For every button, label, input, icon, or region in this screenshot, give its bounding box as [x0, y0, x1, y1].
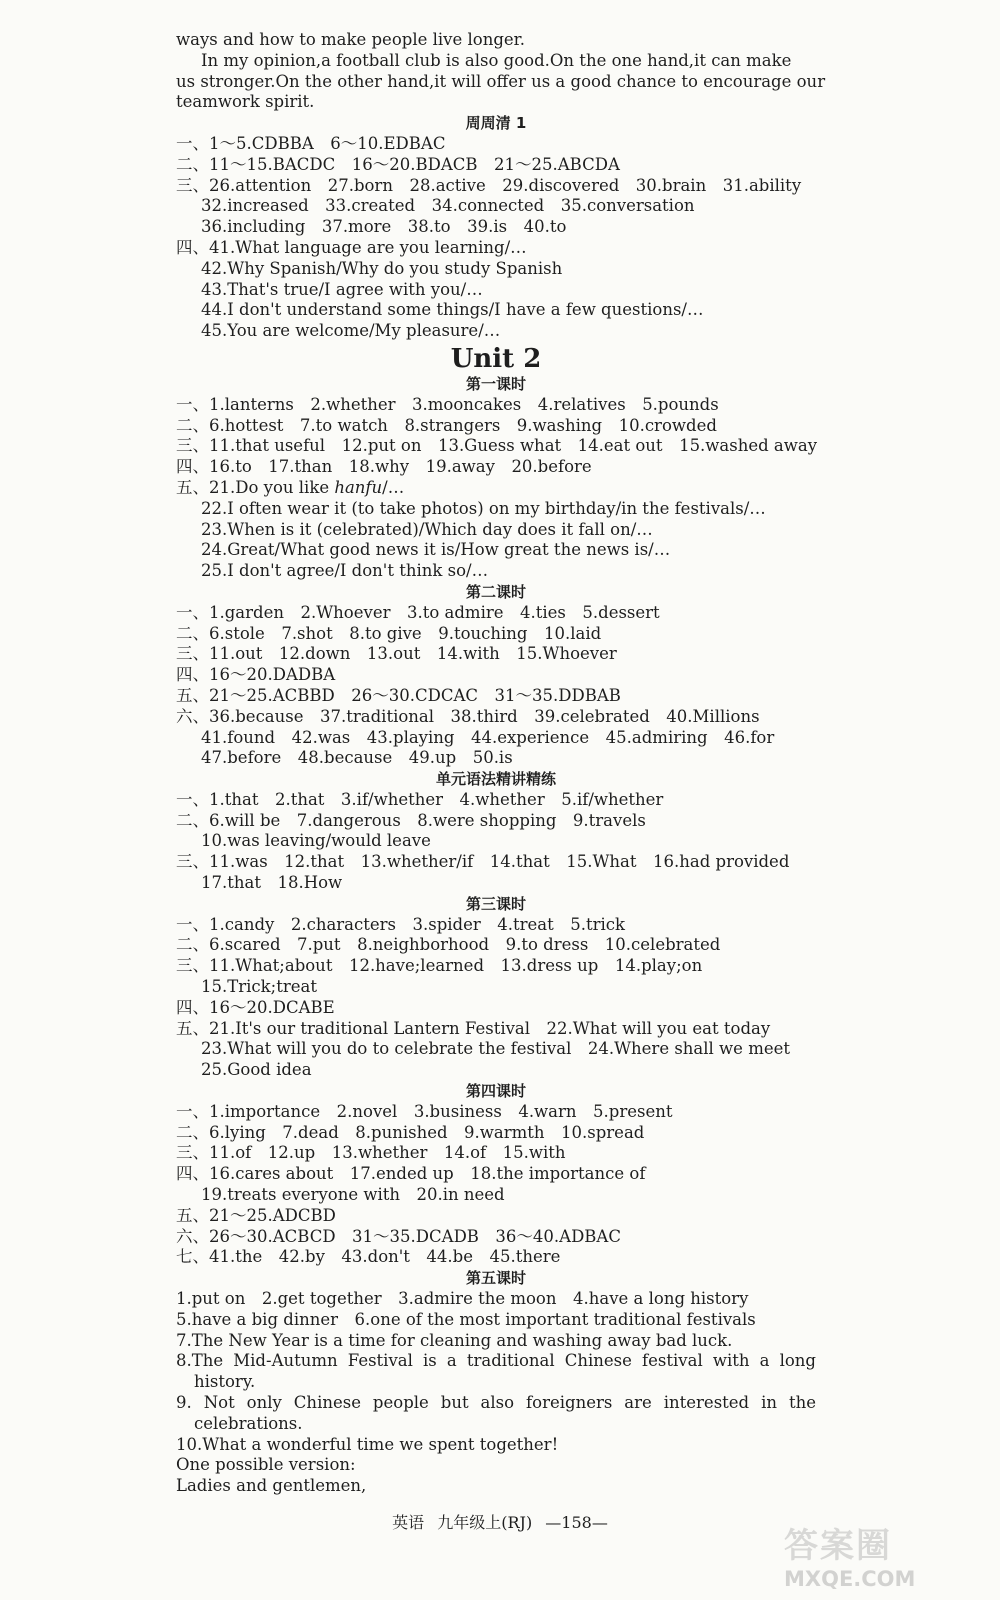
answer-line: 三、11.that useful 12.put on 13.Guess what 14.eat out 15.washed away	[176, 436, 818, 456]
answer-line: us stronger.On the other hand,it will offer us a good chance to encourage our	[176, 71, 826, 91]
answer-line: 二、6.stole 7.shot 8.to give 9.touching 10.laid	[176, 623, 602, 643]
answer-line: 10.was leaving/would leave	[201, 831, 431, 851]
answer-line: ways and how to make people live longer.	[176, 30, 525, 49]
lesson3-answers	[176, 915, 816, 1081]
answer-line: 1.put on 2.get together 3.admire the moon 4.have a long history	[176, 1289, 749, 1309]
answer-line: 六、36.because 37.traditional 38.third 39.celebrated 40.Millions	[176, 706, 760, 726]
answer-line: 19.treats everyone with 20.in need	[201, 1185, 505, 1205]
grammar-title: 单元语法精讲精练	[435, 770, 556, 789]
grammar-answers	[176, 790, 816, 894]
answer-line: 25.I don't agree/I don't think so/…	[201, 561, 489, 581]
answer-line: 四、16～20.DCABE	[176, 997, 335, 1017]
lesson1-answers-continued	[176, 499, 816, 582]
footer-subject: 英语	[392, 1513, 425, 1532]
answer-line: 四、41.What language are you learning/…	[176, 237, 527, 257]
answer-line: 22.I often wear it (to take photos) on my birthday/in the festivals/…	[201, 498, 766, 518]
answer-line: 24.Great/What good news it is/How great the news is/…	[201, 540, 671, 560]
answer-line: 四、16～20.DADBA	[176, 665, 336, 685]
answer-line: 二、6.hottest 7.to watch 8.strangers 9.washing 10.crowded	[176, 415, 717, 435]
answer-line: 三、11.What;about 12.have;learned 13.dress up 14.play;on	[176, 956, 703, 976]
answer-line: 45.You are welcome/My pleasure/…	[201, 321, 501, 341]
answer-line: 一、1.importance 2.novel 3.business 4.warn 5.present	[176, 1101, 673, 1121]
answer-line: 一、1.that 2.that 3.if/whether 4.whether 5.if/whether	[176, 789, 664, 809]
q21-suffix: /…	[382, 477, 405, 497]
answer-line: 42.Why Spanish/Why do you study Spanish	[201, 258, 563, 278]
watermark-logo	[784, 1518, 974, 1590]
answer-line: 五、21.It's our traditional Lantern Festival 22.What will you eat today	[176, 1018, 771, 1038]
answer-line: 8.The Mid-Autumn Festival is a traditional Chinese festival with a long history.	[176, 1351, 816, 1392]
answer-line: 五、21～25.ADCBD	[176, 1205, 336, 1225]
answer-line-21	[176, 478, 816, 499]
q21-italic: hanfu	[334, 477, 383, 497]
answer-line: 二、11～15.BACDC 16～20.BDACB 21～25.ABCDA	[176, 154, 620, 174]
answer-line: 三、11.was 12.that 13.whether/if 14.that 15.What 16.had provided	[176, 852, 790, 872]
weekly-test-title: 周周清 1	[465, 114, 527, 133]
answer-line: 六、26～30.ACBCD 31～35.DCADB 36～40.ADBAC	[176, 1226, 621, 1246]
answer-page	[176, 30, 826, 1497]
lesson5-answers	[176, 1289, 816, 1497]
answer-line: 44.I don't understand some things/I have a few questions/…	[201, 300, 704, 320]
answer-line: 32.increased 33.created 34.connected 35.conversation	[201, 196, 695, 216]
answer-line: 三、11.of 12.up 13.whether 14.of 15.with	[176, 1143, 566, 1163]
intro-section	[176, 30, 826, 113]
answer-line: One possible version:	[176, 1455, 356, 1475]
lesson4-answers	[176, 1102, 816, 1268]
answer-line: 47.before 48.because 49.up 50.is	[201, 748, 513, 768]
answer-line: 一、1.lanterns 2.whether 3.mooncakes 4.relatives 5.pounds	[176, 394, 719, 414]
answer-line: 7.The New Year is a time for cleaning and washing away bad luck.	[176, 1330, 733, 1350]
answer-line: 五、21～25.ACBBD 26～30.CDCAC 31～35.DDBAB	[176, 685, 621, 705]
answer-line: 一、1～5.CDBBA 6～10.EDBAC	[176, 133, 446, 153]
lesson1-title: 第一课时	[465, 374, 526, 393]
answer-line: 41.found 42.was 43.playing 44.experience 45.admiring 46.for	[201, 727, 775, 747]
answer-line: 四、16.cares about 17.ended up 18.the importance of	[176, 1164, 646, 1184]
watermark-top: 答案圈	[784, 1526, 892, 1566]
answer-line: 17.that 18.How	[201, 873, 343, 893]
lesson5-title: 第五课时	[465, 1269, 526, 1288]
q21-prefix: 五、21.Do you like	[176, 477, 335, 497]
answer-line: 23.When is it (celebrated)/Which day does it fall on/…	[201, 519, 653, 539]
answer-line: 二、6.scared 7.put 8.neighborhood 9.to dress 10.celebrated	[176, 935, 721, 955]
watermark-bottom: MXQE.COM	[784, 1567, 916, 1591]
answer-line: 10.What a wonderful time we spent together!	[176, 1434, 559, 1454]
lesson1-answers	[176, 395, 816, 478]
answer-line: 43.That's true/I agree with you/…	[201, 279, 483, 299]
answer-line: Ladies and gentlemen,	[176, 1476, 367, 1496]
answer-line: 一、1.garden 2.Whoever 3.to admire 4.ties 5.dessert	[176, 602, 660, 622]
lesson2-answers	[176, 603, 816, 769]
answer-line: 23.What will you do to celebrate the festival 24.Where shall we meet	[201, 1039, 790, 1059]
footer-grade: 九年级上(RJ)	[437, 1513, 533, 1532]
unit-title: Unit 2	[450, 343, 542, 374]
answer-line: 一、1.candy 2.characters 3.spider 4.treat 5.trick	[176, 914, 626, 934]
answer-line: 25.Good idea	[201, 1060, 312, 1080]
answer-line: In my opinion,a football club is also good.On the one hand,it can make	[201, 50, 792, 70]
lesson2-title: 第二课时	[465, 582, 526, 601]
answer-line: 四、16.to 17.than 18.why 19.away 20.before	[176, 457, 592, 477]
answer-line: 二、6.lying 7.dead 8.punished 9.warmth 10.spread	[176, 1122, 645, 1142]
answer-line: teamwork spirit.	[176, 92, 315, 112]
weekly-test-answers	[176, 134, 816, 342]
footer-page-number: —158—	[545, 1513, 608, 1532]
answer-line: 5.have a big dinner 6.one of the most important traditional festivals	[176, 1309, 756, 1329]
answer-line: 二、6.will be 7.dangerous 8.were shopping 9.travels	[176, 810, 646, 830]
lesson3-title: 第三课时	[465, 894, 526, 913]
answer-line: 七、41.the 42.by 43.don't 44.be 45.there	[176, 1247, 561, 1267]
lesson4-title: 第四课时	[465, 1082, 526, 1101]
answer-line: 三、26.attention 27.born 28.active 29.discovered 30.brain 31.ability	[176, 175, 802, 195]
answer-line: 36.including 37.more 38.to 39.is 40.to	[201, 217, 567, 237]
answer-line: 三、11.out 12.down 13.out 14.with 15.Whoever	[176, 644, 617, 664]
answer-line: 9. Not only Chinese people but also foreigners are interested in the celebrations.	[176, 1393, 816, 1433]
answer-line: 15.Trick;treat	[201, 977, 317, 997]
